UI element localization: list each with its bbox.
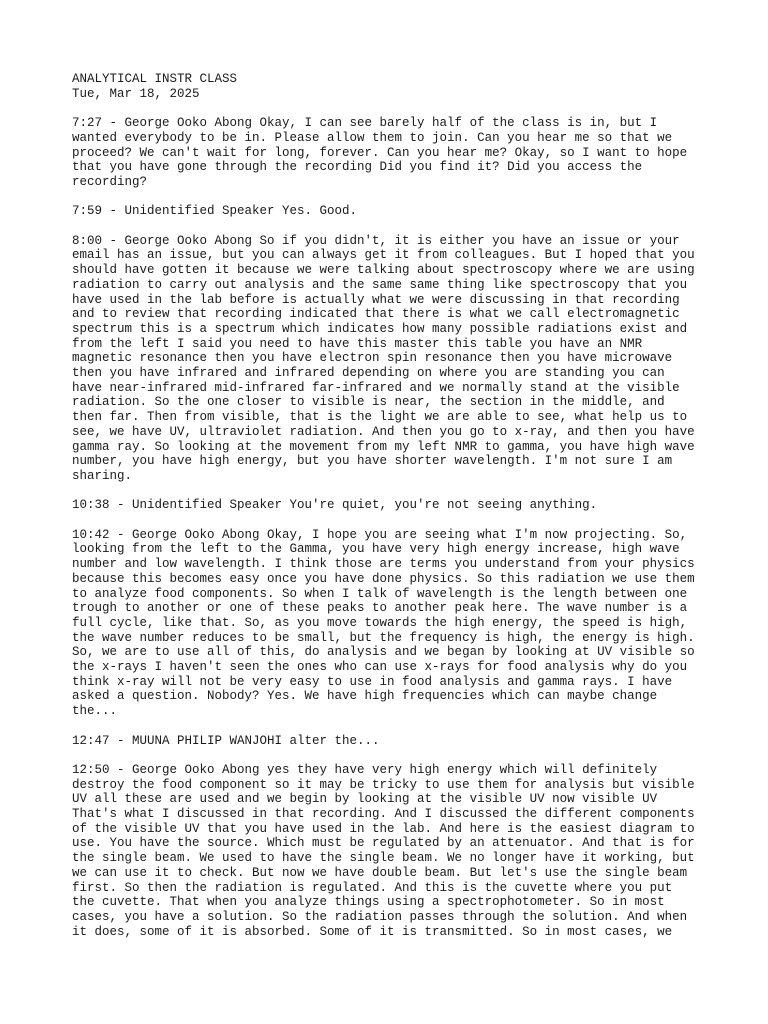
transcript-line: because this becomes easy once you have done physics. So this radiation we use them (72, 571, 695, 586)
transcript-line: the cuvette. That when you analyze things using a spectrophotometer. So in most (72, 895, 665, 910)
transcript-line: then far. Then from visible, that is the light we are able to see, what help us to (72, 410, 688, 425)
document-page (72, 72, 712, 939)
transcript-line: to analyze food components. So when I talk of wavelength is the length between one (72, 586, 688, 601)
transcript-entry (72, 234, 712, 484)
transcript-line: recording? (72, 174, 148, 189)
transcript-line: So, we are to use all of this, do analysis and we began by looking at UV visible so (72, 645, 695, 660)
transcript-entry (72, 763, 712, 939)
transcript-entry (72, 734, 712, 749)
transcript-line: have near-infrared mid-infrared far-infrared and we normally stand at the visible (72, 380, 680, 395)
transcript-line: cases, you have a solution. So the radiation passes through the solution. And when (72, 909, 688, 924)
transcript-line: 12:47 - MUUNA PHILIP WANJOHI alter the... (72, 733, 380, 748)
transcript-line: number and low wavelength. I think those are terms you understand from your physics (72, 557, 695, 572)
transcript-body (72, 116, 712, 939)
document-title: ANALYTICAL INSTR CLASS (72, 72, 238, 86)
transcript-line: trough to another or one of these peaks to another peak here. The wave number is a (72, 601, 688, 616)
transcript-line: That's what I discussed in that recording. And I discussed the different components (72, 807, 695, 822)
transcript-entry (72, 528, 712, 719)
transcript-line: destroy the food component so it may be tricky to use them for analysis but visible (72, 777, 695, 792)
transcript-line: 7:27 - George Ooko Abong Okay, I can see barely half of the class is in, but I (72, 116, 658, 131)
transcript-entry (72, 204, 712, 219)
transcript-line: first. So then the radiation is regulated. And this is the cuvette where you put (72, 880, 673, 895)
transcript-line: 12:50 - George Ooko Abong yes they have very high energy which will definitely (72, 762, 658, 777)
transcript-line: looking from the left to the Gamma, you have very high energy increase, high wave (72, 542, 680, 557)
transcript-line: that you have gone through the recording Did you find it? Did you access the (72, 160, 643, 175)
transcript-line: then you have infrared and infrared depending on where you are standing you can (72, 366, 665, 381)
transcript-line: asked a question. Nobody? Yes. We have high frequencies which can maybe change (72, 689, 658, 704)
transcript-line: from the left I said you need to have this master this table you have an NMR (72, 336, 643, 351)
transcript-line: 10:42 - George Ooko Abong Okay, I hope you are seeing what I'm now projecting. So, (72, 527, 688, 542)
document-date: Tue, Mar 18, 2025 (72, 86, 200, 101)
transcript-line: it does, some of it is absorbed. Some of it is transmitted. So in most cases, we (72, 924, 673, 939)
transcript-line: UV all these are used and we begin by looking at the visible UV now visible UV (72, 792, 658, 807)
transcript-line: radiation to carry out analysis and the same same thing like spectroscopy that you (72, 277, 688, 292)
transcript-line: the wave number reduces to be small, but the frequency is high, the energy is high. (72, 630, 695, 645)
transcript-line: 10:38 - Unidentified Speaker You're quiet, you're not seeing anything. (72, 498, 598, 513)
transcript-line: the... (72, 704, 118, 719)
transcript-line: magnetic resonance then you have electron spin resonance then you have microwave (72, 351, 673, 366)
transcript-line: have used in the lab before is actually what we were discussing in that recording (72, 292, 680, 307)
transcript-entry (72, 116, 712, 190)
transcript-line: number, you have high energy, but you have shorter wavelength. I'm not sure I am (72, 454, 673, 469)
transcript-line: full cycle, like that. So, as you move towards the high energy, the speed is high, (72, 615, 688, 630)
transcript-line: wanted everybody to be in. Please allow them to join. Can you hear me so that we (72, 130, 673, 145)
transcript-line: the single beam. We used to have the single beam. We no longer have it working, but (72, 851, 695, 866)
transcript-line: 8:00 - George Ooko Abong So if you didn't, it is either you have an issue or your (72, 233, 680, 248)
transcript-line: email has an issue, but you can always get it from colleagues. But I hoped that you (72, 248, 695, 263)
transcript-line: use. You have the source. Which must be regulated by an attenuator. And that is for (72, 836, 695, 851)
transcript-line: spectrum this is a spectrum which indicates how many possible radiations exist and (72, 321, 688, 336)
transcript-line: proceed? We can't wait for long, forever. Can you hear me? Okay, so I want to hope (72, 145, 688, 160)
transcript-line: 7:59 - Unidentified Speaker Yes. Good. (72, 204, 358, 219)
transcript-line: we can use it to check. But now we have double beam. But let's use the single beam (72, 865, 688, 880)
transcript-line: see, we have UV, ultraviolet radiation. And then you go to x-ray, and then you have (72, 424, 695, 439)
transcript-line: radiation. So the one closer to visible is near, the section in the middle, and (72, 395, 665, 410)
transcript-line: of the visible UV that you have used in the lab. And here is the easiest diagram to (72, 821, 695, 836)
transcript-line: should have gotten it because we were talking about spectroscopy where we are using (72, 263, 695, 278)
transcript-line: think x-ray will not be very easy to use in food analysis and gamma rays. I have (72, 674, 673, 689)
transcript-line: gamma ray. So looking at the movement from my left NMR to gamma, you have high wave (72, 439, 695, 454)
transcript-line: and to review that recording indicated that there is what we call electromagnetic (72, 307, 680, 322)
transcript-line: the x-rays I haven't seen the ones who can use x-rays for food analysis why do you (72, 660, 688, 675)
transcript-entry (72, 498, 712, 513)
transcript-line: sharing. (72, 468, 133, 483)
